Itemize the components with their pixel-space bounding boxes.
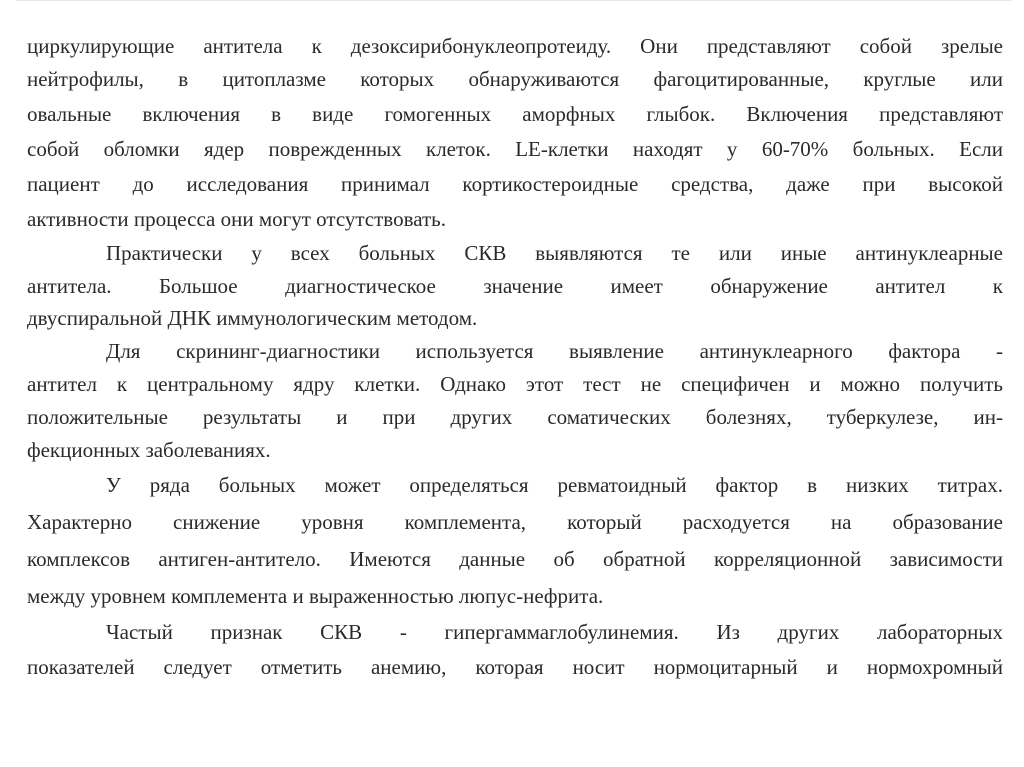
paragraph-2 — [27, 237, 1003, 335]
top-border — [16, 0, 1012, 1]
text-line: Практически у всех больных СКВ выявляются те или иные антинуклеарные — [106, 241, 1003, 265]
text-line: двуспиральной ДНК иммунологическим методом. — [27, 306, 478, 330]
paragraph-5 — [27, 615, 1003, 685]
paragraph-4 — [27, 467, 1003, 615]
text-line: антител к центральному ядру клетки. Однако этот тест не специфичен и можно получить — [27, 371, 1003, 396]
text-line: антитела. Большое диагностическое значение имеет обнаружение антител к — [27, 273, 1003, 298]
document-body — [27, 30, 1003, 685]
text-line: активности процесса они могут отсутствовать. — [27, 207, 446, 231]
text-line: овальные включения в виде гомогенных аморфных глыбок. Включения представляют — [27, 102, 1003, 126]
paragraph-1 — [27, 30, 1003, 237]
text-line: между уровнем комплемента и выраженностью люпус-нефрита. — [27, 583, 604, 608]
text-line: фекционных заболеваниях. — [27, 437, 271, 462]
paragraph-3 — [27, 335, 1003, 467]
text-line: Частый признак СКВ - гипергаммаглобулинемия. Из других лабораторных — [106, 619, 1003, 644]
text-line: нейтрофилы, в цитоплазме которых обнаруживаются фагоцитированные, круглые или — [27, 67, 1003, 91]
text-line: циркулирующие антитела к дезоксирибонуклеопротеиду. Они представляют собой зрелые — [27, 34, 1003, 58]
text-line: Для скрининг-диагностики используется выявление антинуклеарного фактора - — [106, 338, 1003, 363]
text-line: комплексов антиген-антитело. Имеются данные об обратной корреляционной зависимости — [27, 546, 1003, 571]
text-line: положительные результаты и при других соматических болезнях, туберкулезе, ин- — [27, 404, 1003, 429]
text-line: пациент до исследования принимал кортикостероидные средства, даже при высокой — [27, 172, 1003, 196]
text-line: показателей следует отметить анемию, которая носит нормоцитарный и нормохромный — [27, 654, 1003, 679]
text-line: У ряда больных может определяться ревматоидный фактор в низких титрах. — [106, 472, 1003, 497]
text-line: Характерно снижение уровня комплемента, который расходуется на образование — [27, 509, 1003, 534]
text-line: собой обломки ядер поврежденных клеток. LE-клетки находят у 60-70% больных. Если — [27, 137, 1003, 161]
